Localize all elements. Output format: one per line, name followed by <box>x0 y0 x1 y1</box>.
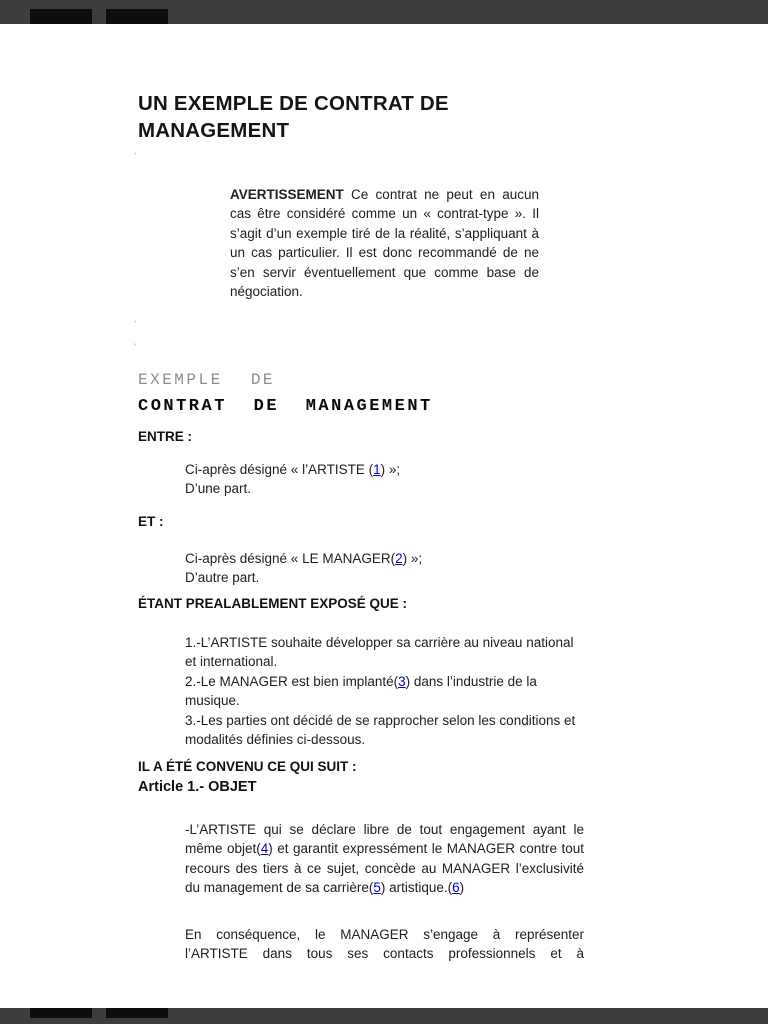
heading-article-1: Article 1.- OBJET <box>138 779 257 795</box>
heading-convenu: IL A ÉTÉ CONVENU CE QUI SUIT : <box>138 759 357 774</box>
article-1-p1-text-d: ) <box>459 880 465 896</box>
article-1-p1-text-c: ) artistique.( <box>380 880 453 896</box>
footnote-link-5[interactable]: 5 <box>373 880 381 896</box>
entre-part: D’une part. <box>185 481 252 497</box>
expose-list <box>185 633 581 749</box>
entre-clause-text: Ci-après désigné « l’ARTISTE ( <box>185 462 374 477</box>
article-1-paragraph-2: En conséquence, le MANAGER s’engage à représenter l’ARTISTE dans tous ses contacts professionnels et à <box>185 927 584 962</box>
top-bar-tab-right <box>106 9 168 24</box>
footnote-link-1[interactable]: 1 <box>373 462 381 477</box>
avertissement-text: Ce contrat ne peut en aucun cas être considéré comme un « contrat-type ». Il s’agit d’un exemple tiré de la réalité, s’appliquant à un cas particulier. Il est donc recommandé de ne s’en servir éventuellement que comme base de négociation. <box>230 187 539 300</box>
entre-clause-close: ) »; <box>380 462 401 477</box>
bottom-bar-tab-left <box>30 1008 92 1018</box>
bottom-scan-bar <box>0 1008 768 1024</box>
heading-expose: ÉTANT PREALABLEMENT EXPOSÉ QUE : <box>138 596 408 611</box>
et-clause-text: Ci-après désigné « LE MANAGER( <box>185 551 396 566</box>
avertissement-label: AVERTISSEMENT <box>230 187 344 202</box>
bottom-bar-tab-right <box>106 1008 168 1018</box>
article-1-paragraph-1 <box>185 820 584 898</box>
stray-mark: ' <box>134 151 137 163</box>
subtitle-contrat-de-management: CONTRAT DE MANAGEMENT <box>138 397 433 416</box>
expose-item-2-text: 2.-Le MANAGER est bien implanté( <box>185 673 399 689</box>
footnote-link-3[interactable]: 3 <box>398 673 406 689</box>
article-1-p1-text-b: ) et garantit expressément le MANAGER contre tout recours des tiers à ce sujet, concède au MANAGER l’exclusivité du management de sa carrière( <box>185 841 584 896</box>
avertissement-paragraph <box>230 185 539 301</box>
et-clause-close: ) »; <box>402 551 423 566</box>
et-part: D’autre part. <box>185 570 260 586</box>
expose-item-1: 1.-L’ARTISTE souhaite développer sa carrière au niveau national et international. <box>185 635 574 670</box>
expose-item-3: 3.-Les parties ont décidé de se rapprocher selon les conditions et modalités définies ci-dessous. <box>185 712 576 748</box>
expose-item-2 <box>185 672 581 711</box>
entre-clause <box>185 460 400 499</box>
subtitle-exemple-de: EXEMPLE DE <box>138 371 276 389</box>
stray-mark: ' <box>134 319 137 331</box>
top-scan-bar <box>0 0 768 24</box>
heading-et: ET : <box>138 514 164 529</box>
footnote-link-4[interactable]: 4 <box>260 841 269 857</box>
et-clause <box>185 549 422 588</box>
article-1-p1-text-a: -L’ARTISTE qui se déclare libre de tout engagement ayant le même objet( <box>185 822 584 857</box>
top-bar-tab-left <box>30 9 92 24</box>
expose-item-2-close: ) dans l’industrie de la musique. <box>185 673 537 709</box>
heading-entre: ENTRE : <box>138 429 192 444</box>
document-title: UN EXEMPLE DE CONTRAT DE MANAGEMENT <box>138 92 449 142</box>
footnote-link-2[interactable]: 2 <box>395 551 403 566</box>
stray-mark: ' <box>134 342 137 354</box>
footnote-link-6[interactable]: 6 <box>452 880 460 896</box>
